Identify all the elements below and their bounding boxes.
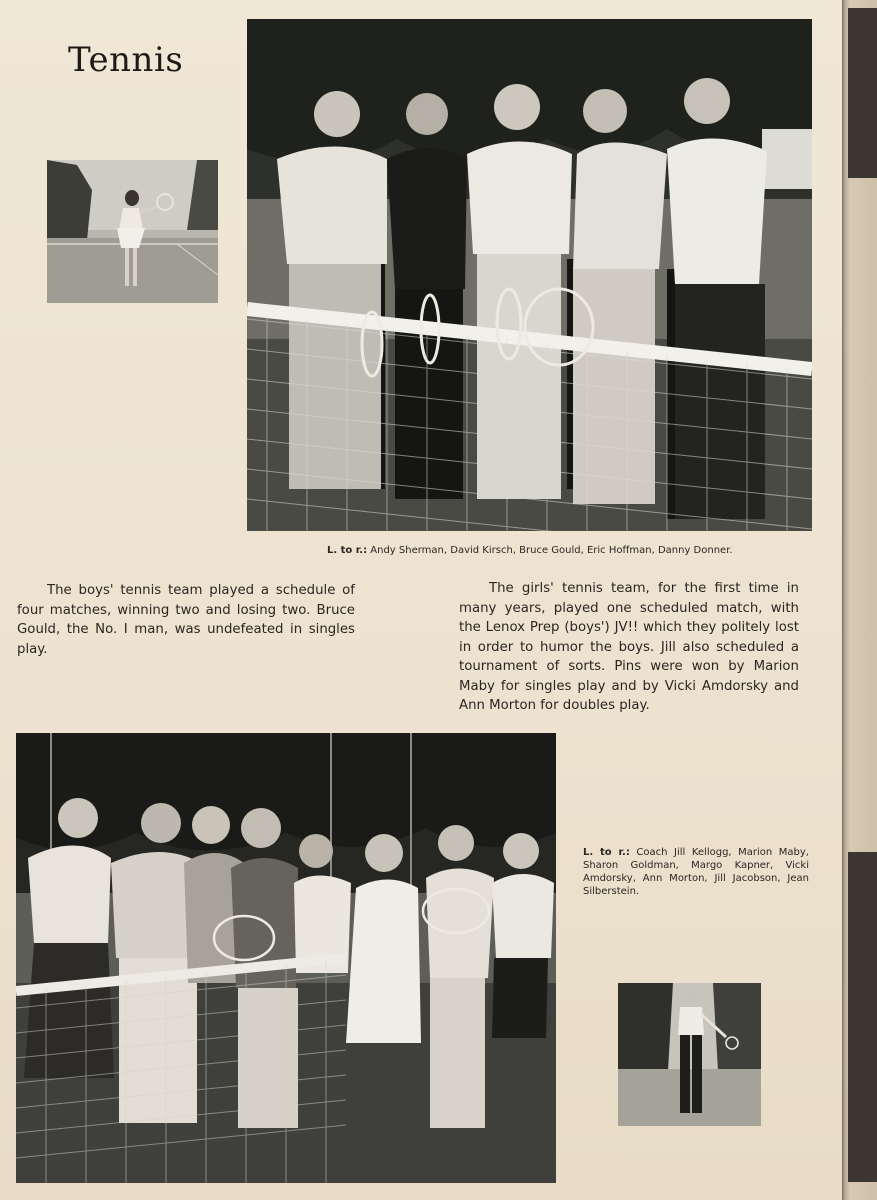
girls-article bbox=[459, 579, 799, 716]
photo-girls-team bbox=[16, 733, 556, 1183]
next-page-edge bbox=[842, 0, 877, 1200]
boys-photo-caption bbox=[327, 544, 807, 557]
girls-article-text: The girls' tennis team, for the first time in many years, played one scheduled match, with the Lenox Prep (boys') JV!! which they politely lost in order to humor the boys. Jill also scheduled a tournament of sorts. Pins were won by Marion Maby for singles play and by Vicki Amdorsky and Ann Morton for doubles play. bbox=[459, 581, 799, 713]
photo-girl-serving bbox=[47, 160, 218, 303]
girls-photo-caption bbox=[583, 846, 809, 898]
caption-lead: L. to r.: bbox=[327, 545, 368, 556]
photo-coach-hitting bbox=[618, 983, 761, 1126]
caption-lead: L. to r.: bbox=[583, 847, 630, 858]
photo-boys-team bbox=[247, 19, 812, 531]
page-title: Tennis bbox=[68, 40, 184, 80]
caption-names: Coach Jill Kellogg, Marion Maby, Sharon Goldman, Margo Kapner, Vicki Amdorsky, Ann Morton, Jill Jacobson, Jean Silberstein. bbox=[583, 847, 809, 897]
caption-names: Andy Sherman, David Kirsch, Bruce Gould, Eric Hoffman, Danny Donner. bbox=[370, 545, 733, 556]
boys-article-text: The boys' tennis team played a schedule of four matches, winning two and losing two. Bruce Gould, the No. I man, was undefeated in singles play. bbox=[17, 583, 355, 657]
boys-article bbox=[17, 581, 355, 659]
